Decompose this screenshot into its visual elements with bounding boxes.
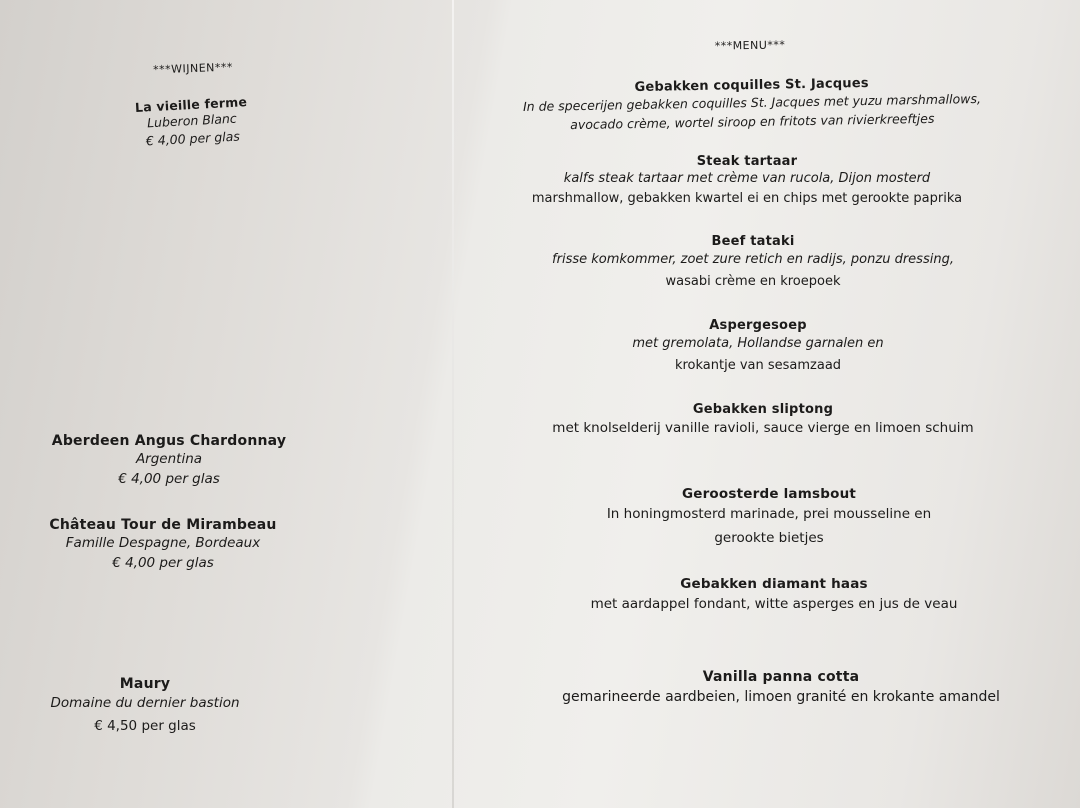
wine-list-heading: ***WIJNEN*** xyxy=(152,60,234,77)
course-title: Gebakken diamant haas xyxy=(680,576,868,592)
wine-origin: Argentina xyxy=(135,451,203,467)
wine-name: Maury xyxy=(119,676,171,692)
course-title: Aspergesoep xyxy=(709,318,807,333)
course-description: gemarineerde aardbeien, limoen granité en krokante amandel xyxy=(562,689,1000,705)
menu-course xyxy=(562,669,1000,709)
wine-price: € 4,00 per glas xyxy=(112,555,214,571)
course-description: In honingmosterd marinade, prei mousseline en xyxy=(606,506,932,522)
course-description: met gremolata, Hollandse garnalen en xyxy=(632,336,884,351)
course-title: Gebakken sliptong xyxy=(692,402,834,417)
course-title: Vanilla panna cotta xyxy=(702,669,860,685)
menu-course xyxy=(552,402,973,439)
course-description: kalfs steak tartaar met crème van rucola, Dijon mosterd xyxy=(563,171,931,186)
wine-price: € 4,00 per glas xyxy=(118,471,220,487)
course-title: Beef tataki xyxy=(711,234,795,249)
course-description: met aardappel fondant, witte asperges en jus de veau xyxy=(590,596,958,612)
course-description: gerookte bietjes xyxy=(714,530,824,546)
course-description: frisse komkommer, zoet zure retich en radijs, ponzu dressing, xyxy=(552,252,954,267)
wine-item xyxy=(135,94,250,151)
menu-course xyxy=(552,234,954,293)
course-description: avocado crème, wortel siroop en fritots van rivierkreeftjes xyxy=(570,110,935,133)
wine-name: La vieille ferme xyxy=(134,94,248,115)
menu-course xyxy=(591,576,958,616)
wine-origin: Luberon Blanc xyxy=(146,110,238,131)
menu-course xyxy=(532,154,962,209)
menu-heading: ***MENU*** xyxy=(714,38,786,53)
wine-name: Château Tour de Mirambeau xyxy=(49,517,277,533)
wine-price: € 4,00 per glas xyxy=(145,128,241,149)
wine-origin: Famille Despagne, Bordeaux xyxy=(65,535,261,551)
course-description: In de specerijen gebakken coquilles St. Jacques met yuzu marshmallows, xyxy=(522,91,982,114)
wine-price: € 4,50 per glas xyxy=(94,718,196,734)
wine-name: Aberdeen Angus Chardonnay xyxy=(51,433,287,449)
paper-fold xyxy=(452,0,454,808)
course-title: Steak tartaar xyxy=(696,154,798,169)
wine-item xyxy=(52,433,286,489)
course-description: wasabi crème en kroepoek xyxy=(665,274,841,289)
course-description: marshmallow, gebakken kwartel ei en chips met gerookte paprika xyxy=(531,191,963,206)
menu-course xyxy=(632,318,883,377)
course-description: krokantje van sesamzaad xyxy=(674,358,842,373)
menu-course xyxy=(523,74,982,135)
wine-origin: Domaine du dernier bastion xyxy=(50,695,240,711)
course-title: Gebakken coquilles St. Jacques xyxy=(634,75,869,96)
menu-course xyxy=(607,486,931,550)
course-description: met knolselderij vanille ravioli, sauce vierge en limoen schuim xyxy=(552,420,974,436)
wine-item xyxy=(49,517,276,573)
course-title: Geroosterde lamsbout xyxy=(681,486,857,502)
wine-item xyxy=(50,676,239,738)
